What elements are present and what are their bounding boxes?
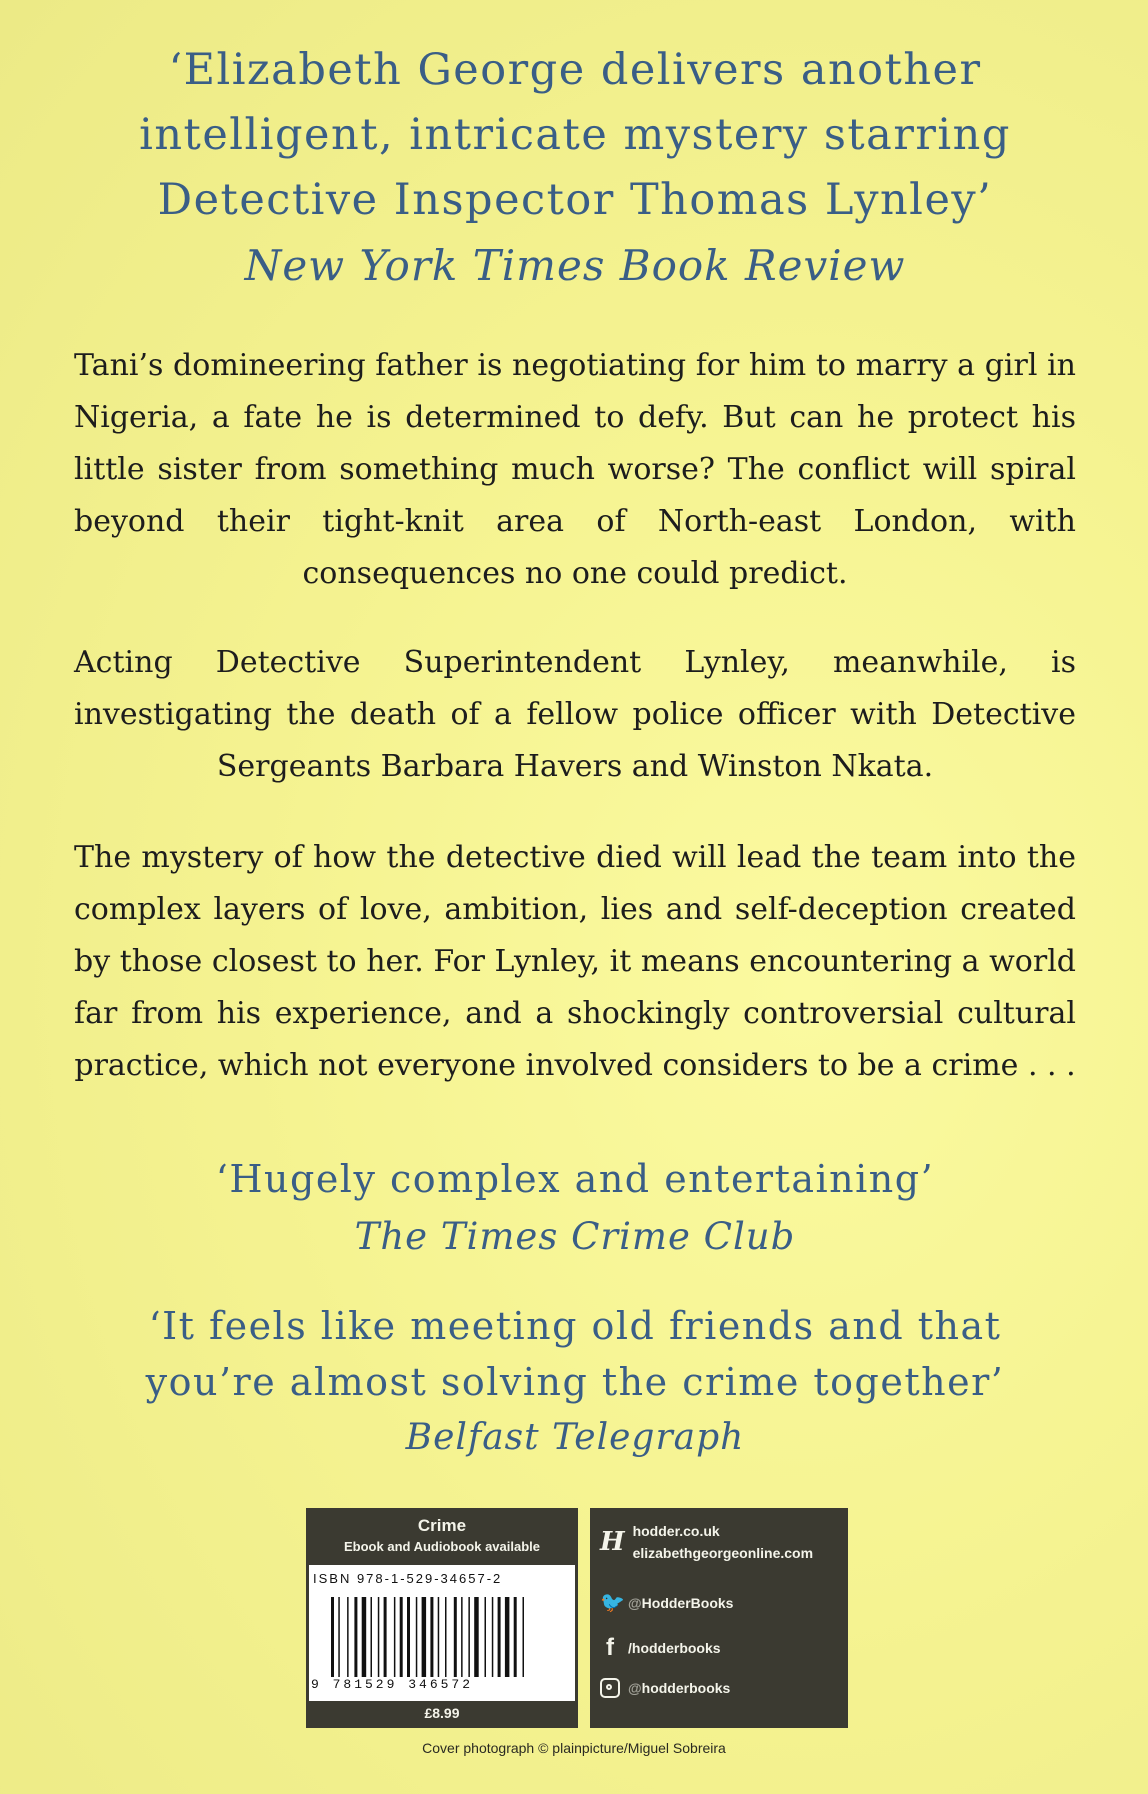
instagram-row[interactable]	[600, 1678, 730, 1698]
blurb-paragraph-3	[74, 832, 1076, 1092]
quote-line: ‘Hugely complex and entertaining’	[215, 1157, 935, 1201]
website-link[interactable]: elizabethgeorgeonline.com	[632, 1545, 814, 1561]
blurb-text: Acting Detective Superintendent Lynley, meanwhile, is investigating the death of a fellow police officer with Detective Sergeants Barbara Havers and Winston Nkata.	[74, 645, 1076, 784]
quote-line: you’re almost solving the crime together’	[145, 1360, 1005, 1404]
publisher-social-box	[590, 1508, 848, 1728]
barcode-icon	[331, 1597, 557, 1677]
barcode-digits: 9 781529 346572	[311, 1677, 474, 1692]
blurb-text: The mystery of how the detective died will lead the team into the complex layers of love, ambition, lies and self-deception created by those closest to her. For Lynley, it means encountering a world far from his experience, and a shockingly controversial cultural practice, which not everyone involved considers to be a crime . . .	[74, 840, 1076, 1083]
at-symbol: @	[628, 1680, 642, 1696]
quote-source: New York Times Book Review	[244, 241, 906, 290]
publisher-websites	[600, 1520, 813, 1564]
facebook-handle: /hodderbooks	[628, 1640, 721, 1656]
isbn-box	[306, 1508, 578, 1728]
twitter-handle: HodderBooks	[641, 1594, 734, 1611]
quote-line: ‘It feels like meeting old friends and that	[148, 1304, 1002, 1348]
quote-source: The Times Crime Club	[354, 1215, 796, 1258]
quote-source: Belfast Telegraph	[405, 1417, 745, 1458]
isbn-number: ISBN 978-1-529-34657-2	[313, 1571, 503, 1586]
twitter-bird-icon: 🐦	[600, 1592, 625, 1614]
facebook-row[interactable]	[600, 1634, 721, 1662]
quote-times	[60, 1150, 1090, 1266]
quote-line: Detective Inspector Thomas Lynley’	[157, 175, 993, 225]
barcode-area	[309, 1565, 575, 1701]
cover-photo-credit: Cover photograph © plainpicture/Miguel Sobreira	[422, 1740, 726, 1756]
instagram-icon	[600, 1678, 620, 1698]
price-label: £8.99	[424, 1705, 460, 1721]
blurb-text: Tani’s domineering father is negotiating for him to marry a girl in Nigeria, a fate he is determined to defy. But can he protect his little sister from something much worse? The conflict will spiral beyond their tight-knit area of North-east London, with consequences no one could predict.	[74, 348, 1076, 591]
formats-label: Ebook and Audiobook available	[344, 1539, 540, 1554]
at-symbol: @	[628, 1594, 642, 1611]
quote-line: intelligent, intricate mystery starring	[139, 110, 1011, 160]
twitter-row[interactable]	[600, 1590, 733, 1615]
quote-line: ‘Elizabeth George delivers another	[168, 45, 982, 95]
website-link[interactable]: hodder.co.uk	[632, 1523, 720, 1539]
blurb-paragraph-1	[74, 340, 1076, 600]
hodder-h-logo-icon: H	[600, 1527, 625, 1557]
quote-belfast	[60, 1298, 1090, 1466]
blurb-paragraph-2	[74, 637, 1076, 793]
quote-nyt	[60, 38, 1090, 298]
facebook-f-icon: f	[606, 1634, 614, 1661]
instagram-handle: hodderbooks	[641, 1680, 731, 1696]
genre-label: Crime	[417, 1516, 467, 1535]
